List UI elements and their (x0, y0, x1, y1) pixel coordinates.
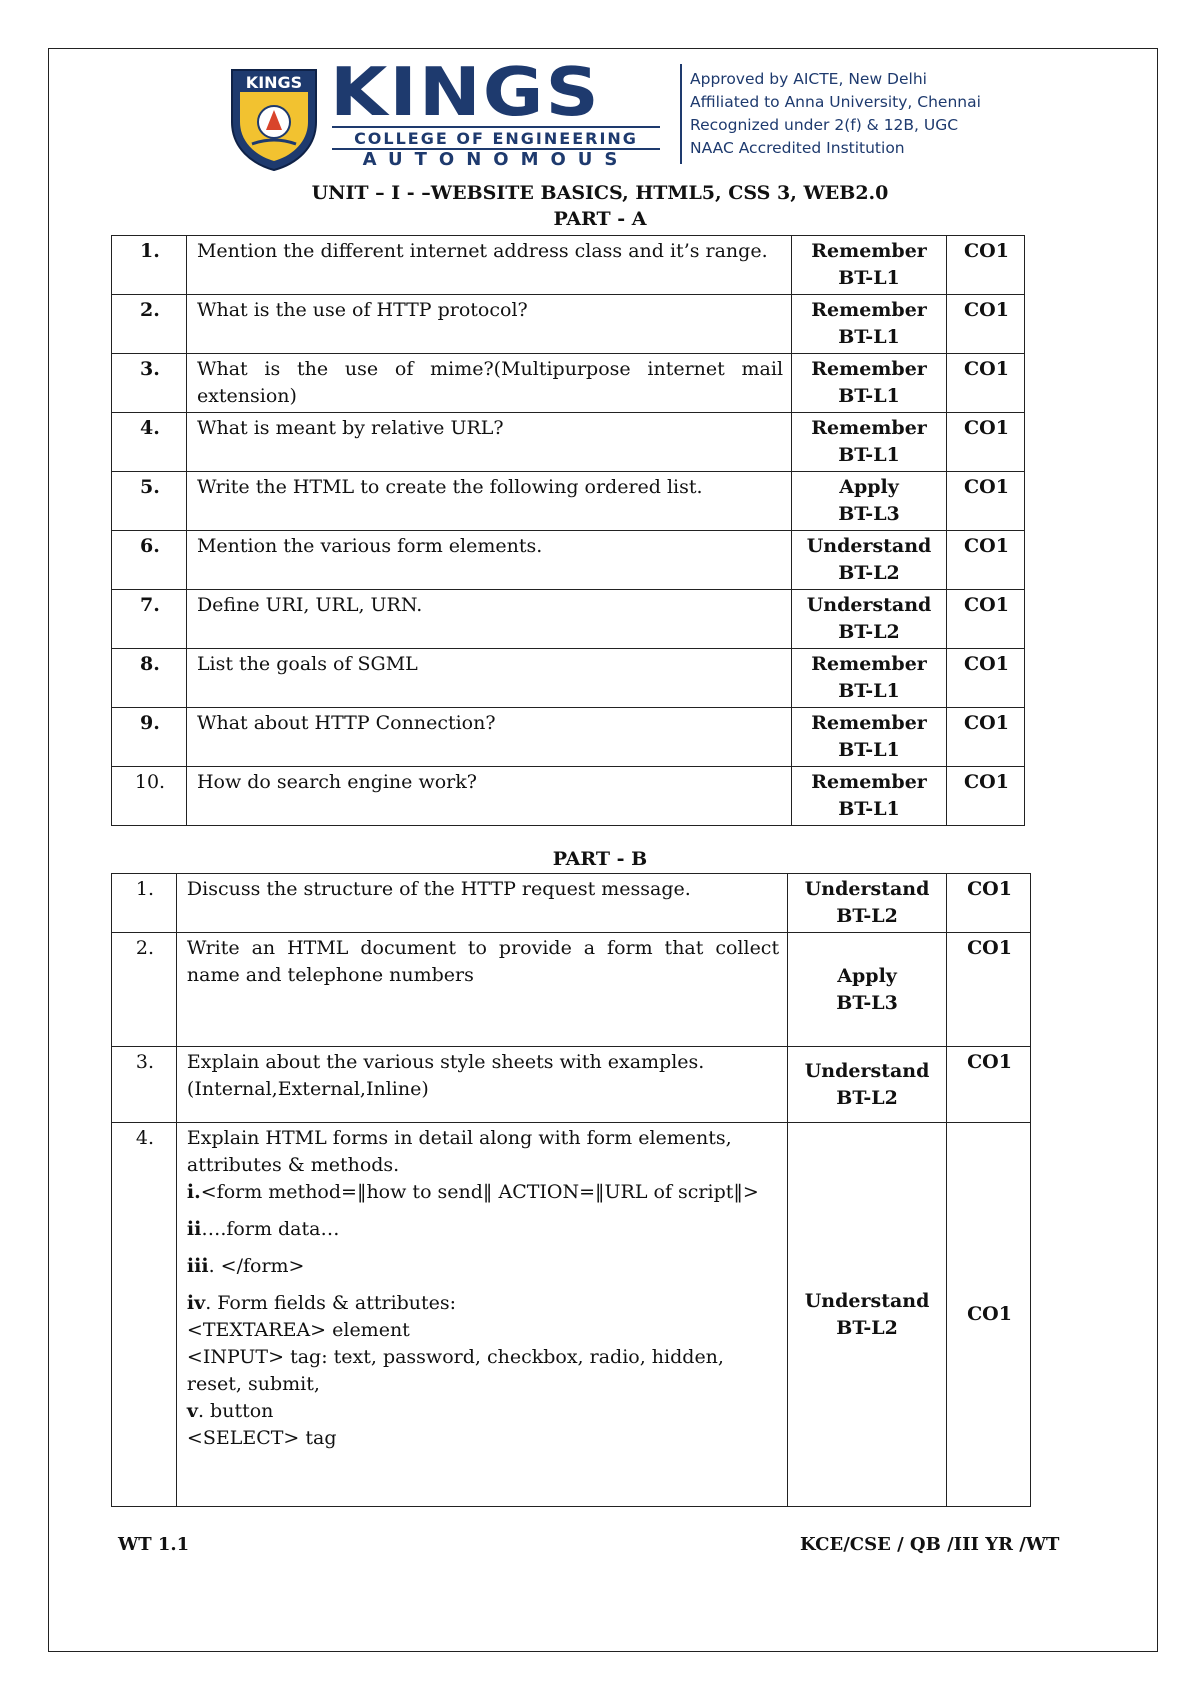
item-text: <TEXTAREA> element (186, 1319, 410, 1341)
level-label: Understand (804, 1059, 930, 1082)
level-label: Remember (811, 358, 927, 380)
accreditation-line: Recognized under 2(f) & 12B, UGC (690, 116, 959, 134)
item-marker: v (186, 1400, 198, 1422)
question-number: 3. (112, 1047, 177, 1123)
course-outcome: CO1 (947, 874, 1031, 933)
question-number: 2. (112, 933, 177, 1047)
table-row (112, 236, 1025, 295)
bt-code: BT-L1 (838, 326, 900, 348)
question-text: What is meant by relative URL? (186, 413, 791, 472)
table-row (112, 708, 1025, 767)
question-number: 1. (112, 874, 177, 933)
course-outcome: CO1 (947, 531, 1025, 590)
question-number: 1. (112, 236, 187, 295)
level-label: Apply (839, 476, 899, 498)
item-text: <form method=‖how to send‖ ACTION=‖URL of script‖> (200, 1181, 759, 1203)
item-text: . </form> (208, 1255, 305, 1277)
question-number: 2. (112, 295, 187, 354)
brand-autonomous: AUTONOMOUS (332, 148, 660, 170)
course-outcome: CO1 (947, 413, 1025, 472)
question-text: Explain about the various style sheets with examples. (186, 1051, 705, 1073)
part-a-title: PART - A (553, 208, 647, 230)
course-outcome: CO1 (947, 236, 1025, 295)
brand-name: KINGS (330, 53, 601, 132)
bt-code: BT-L2 (836, 1086, 898, 1109)
bt-code: BT-L2 (838, 562, 900, 584)
bloom-level (792, 295, 947, 354)
bt-code: BT-L1 (838, 739, 900, 761)
table-row (112, 649, 1025, 708)
bloom-level (788, 874, 947, 933)
question-text: Mention the different internet address class and it’s range. (186, 236, 791, 295)
item-text: . button (197, 1400, 274, 1422)
bt-code: BT-L1 (838, 267, 900, 289)
question-number: 10. (112, 767, 187, 826)
accreditation-line: Approved by AICTE, New Delhi (690, 70, 927, 88)
table-row (112, 531, 1025, 590)
college-crest-logo (226, 64, 322, 172)
question-number: 8. (112, 649, 187, 708)
accreditation-list (690, 68, 981, 160)
table-row (112, 1047, 1031, 1123)
part-b-table (111, 873, 1031, 1507)
question-number: 7. (112, 590, 187, 649)
question-number: 9. (112, 708, 187, 767)
course-outcome: CO1 (947, 295, 1025, 354)
question-number: 6. (112, 531, 187, 590)
bt-code: BT-L1 (838, 680, 900, 702)
bloom-level (792, 590, 947, 649)
item-text: <INPUT> tag: text, password, checkbox, radio, hidden, reset, submit, (186, 1346, 724, 1395)
table-row (112, 933, 1031, 1047)
course-outcome: CO1 (947, 472, 1025, 531)
question-text: Write an HTML document to provide a form that collect name and telephone numbers (176, 933, 787, 1047)
question-text: List the goals of SGML (186, 649, 791, 708)
course-outcome: CO1 (947, 933, 1031, 1047)
course-outcome: CO1 (947, 590, 1025, 649)
question-text: What is the use of mime?(Multipurpose internet mail extension) (186, 354, 791, 413)
item-text: . Form fields & attributes: (205, 1292, 457, 1314)
bt-code: BT-L2 (836, 905, 898, 927)
question-number: 4. (112, 413, 187, 472)
level-label: Understand (806, 535, 932, 557)
bt-code: BT-L1 (838, 798, 900, 820)
course-outcome: CO1 (947, 708, 1025, 767)
level-label: Understand (806, 594, 932, 616)
table-row (112, 295, 1025, 354)
item-marker: iv (186, 1292, 206, 1314)
crest-text: KINGS (245, 73, 303, 92)
bloom-level (788, 1123, 947, 1507)
bloom-level (792, 354, 947, 413)
part-b-title: PART - B (552, 848, 648, 870)
question-number: 5. (112, 472, 187, 531)
question-intro: Explain HTML forms in detail along with form elements, attributes & methods. (186, 1127, 732, 1176)
brand-wordmark (330, 53, 660, 170)
level-label: Remember (811, 299, 927, 321)
level-label: Understand (804, 878, 930, 900)
question-number: 3. (112, 354, 187, 413)
question-cell (176, 1123, 787, 1507)
question-text: Write the HTML to create the following ordered list. (186, 472, 791, 531)
level-label: Remember (811, 417, 927, 439)
bloom-level (792, 413, 947, 472)
question-number: 4. (112, 1123, 177, 1507)
question-text: Discuss the structure of the HTTP request message. (176, 874, 787, 933)
question-text: What is the use of HTTP protocol? (186, 295, 791, 354)
bloom-level (792, 472, 947, 531)
table-row (112, 767, 1025, 826)
item-marker: ii (186, 1218, 202, 1240)
table-row (112, 472, 1025, 531)
brand-subtitle: COLLEGE OF ENGINEERING (332, 126, 660, 148)
table-row (112, 874, 1031, 933)
bloom-level (792, 236, 947, 295)
bloom-level (792, 649, 947, 708)
question-text-note: (Internal,External,Inline) (186, 1078, 429, 1100)
table-row (112, 590, 1025, 649)
accreditation-line: NAAC Accredited Institution (690, 139, 905, 157)
question-text: How do search engine work? (186, 767, 791, 826)
college-header (226, 53, 1026, 172)
bloom-level (792, 767, 947, 826)
course-outcome: CO1 (947, 1047, 1031, 1123)
item-text: ….form data… (201, 1218, 340, 1240)
question-text: Define URI, URL, URN. (186, 590, 791, 649)
table-row (112, 354, 1025, 413)
table-row (112, 1123, 1031, 1507)
course-outcome: CO1 (947, 649, 1025, 708)
footer-right: KCE/CSE / QB /III YR /WT (800, 1534, 1060, 1555)
bt-code: BT-L2 (836, 1316, 898, 1339)
question-cell (176, 1047, 787, 1123)
bloom-level (792, 531, 947, 590)
item-marker: i. (186, 1181, 201, 1203)
table-row (112, 413, 1025, 472)
bt-code: BT-L2 (838, 621, 900, 643)
question-text: Mention the various form elements. (186, 531, 791, 590)
level-label: Remember (811, 653, 927, 675)
level-label: Apply (837, 964, 897, 987)
item-marker: iii (186, 1255, 209, 1277)
course-outcome: CO1 (947, 767, 1025, 826)
course-outcome: CO1 (947, 1123, 1031, 1507)
bt-code: BT-L1 (838, 444, 900, 466)
item-text: <SELECT> tag (186, 1427, 337, 1449)
bloom-level (788, 933, 947, 1047)
question-text: What about HTTP Connection? (186, 708, 791, 767)
footer-left: WT 1.1 (118, 1534, 190, 1555)
bt-code: BT-L1 (838, 385, 900, 407)
accreditation-line: Affiliated to Anna University, Chennai (690, 93, 981, 111)
bloom-level (792, 708, 947, 767)
level-label: Understand (804, 1289, 930, 1312)
level-label: Remember (811, 240, 927, 262)
unit-title: UNIT – I - –WEBSITE BASICS, HTML5, CSS 3, WEB2.0 (311, 182, 889, 204)
part-a-table (111, 235, 1025, 826)
course-outcome: CO1 (947, 354, 1025, 413)
level-label: Remember (811, 712, 927, 734)
bloom-level (788, 1047, 947, 1123)
level-label: Remember (811, 771, 927, 793)
bt-code: BT-L3 (836, 991, 898, 1014)
header-divider (680, 64, 682, 164)
bt-code: BT-L3 (838, 503, 900, 525)
